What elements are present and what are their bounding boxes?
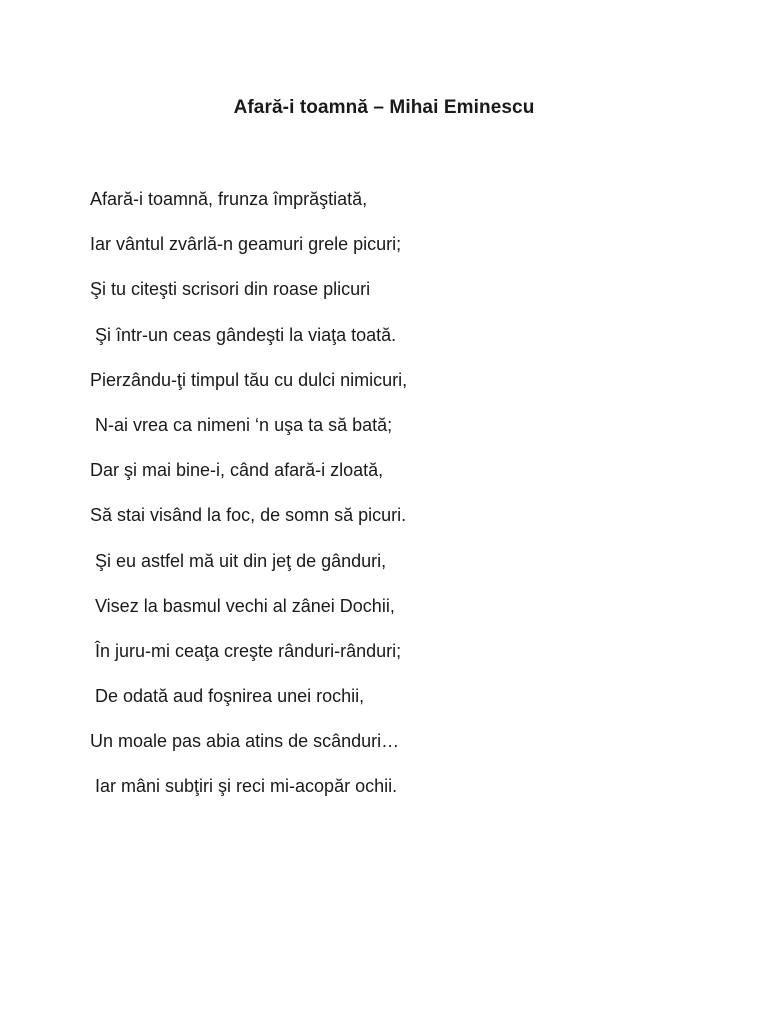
poem-line: Afară-i toamnă, frunza împrăştiată,	[90, 189, 368, 209]
poem-body	[90, 184, 710, 817]
poem-line: În juru-mi ceaţa creşte rânduri-rânduri;	[90, 640, 402, 661]
poem-line: Să stai visând la foc, de somn să picuri.	[90, 505, 407, 526]
poem-line: Iar vântul zvârlă-n geamuri grele picuri;	[90, 234, 402, 255]
poem-line: Visez la basmul vechi al zânei Dochii,	[90, 595, 395, 616]
poem-line: Şi într-un ceas gândeşti la viaţa toată.	[90, 324, 397, 345]
poem-line: Un moale pas abia atins de scânduri…	[90, 731, 400, 752]
poem-title: Afară-i toamnă – Mihai Eminescu	[233, 97, 535, 118]
poem-line: De odată aud foşnirea unei rochii,	[90, 686, 365, 707]
poem-line: Pierzându-ţi timpul tău cu dulci nimicuri,	[90, 369, 408, 390]
poem-line: Şi eu astfel mă uit din jeţ de gânduri,	[90, 550, 387, 571]
poem-line: Dar şi mai bine-i, când afară-i zloată,	[90, 460, 384, 481]
poem-line: N-ai vrea ca nimeni ‘n uşa ta să bată;	[90, 414, 393, 435]
poem-line: Şi tu citeşti scrisori din roase plicuri	[90, 279, 371, 300]
poem-line: Iar mâni subţiri şi reci mi-acopăr ochii.	[90, 776, 398, 797]
